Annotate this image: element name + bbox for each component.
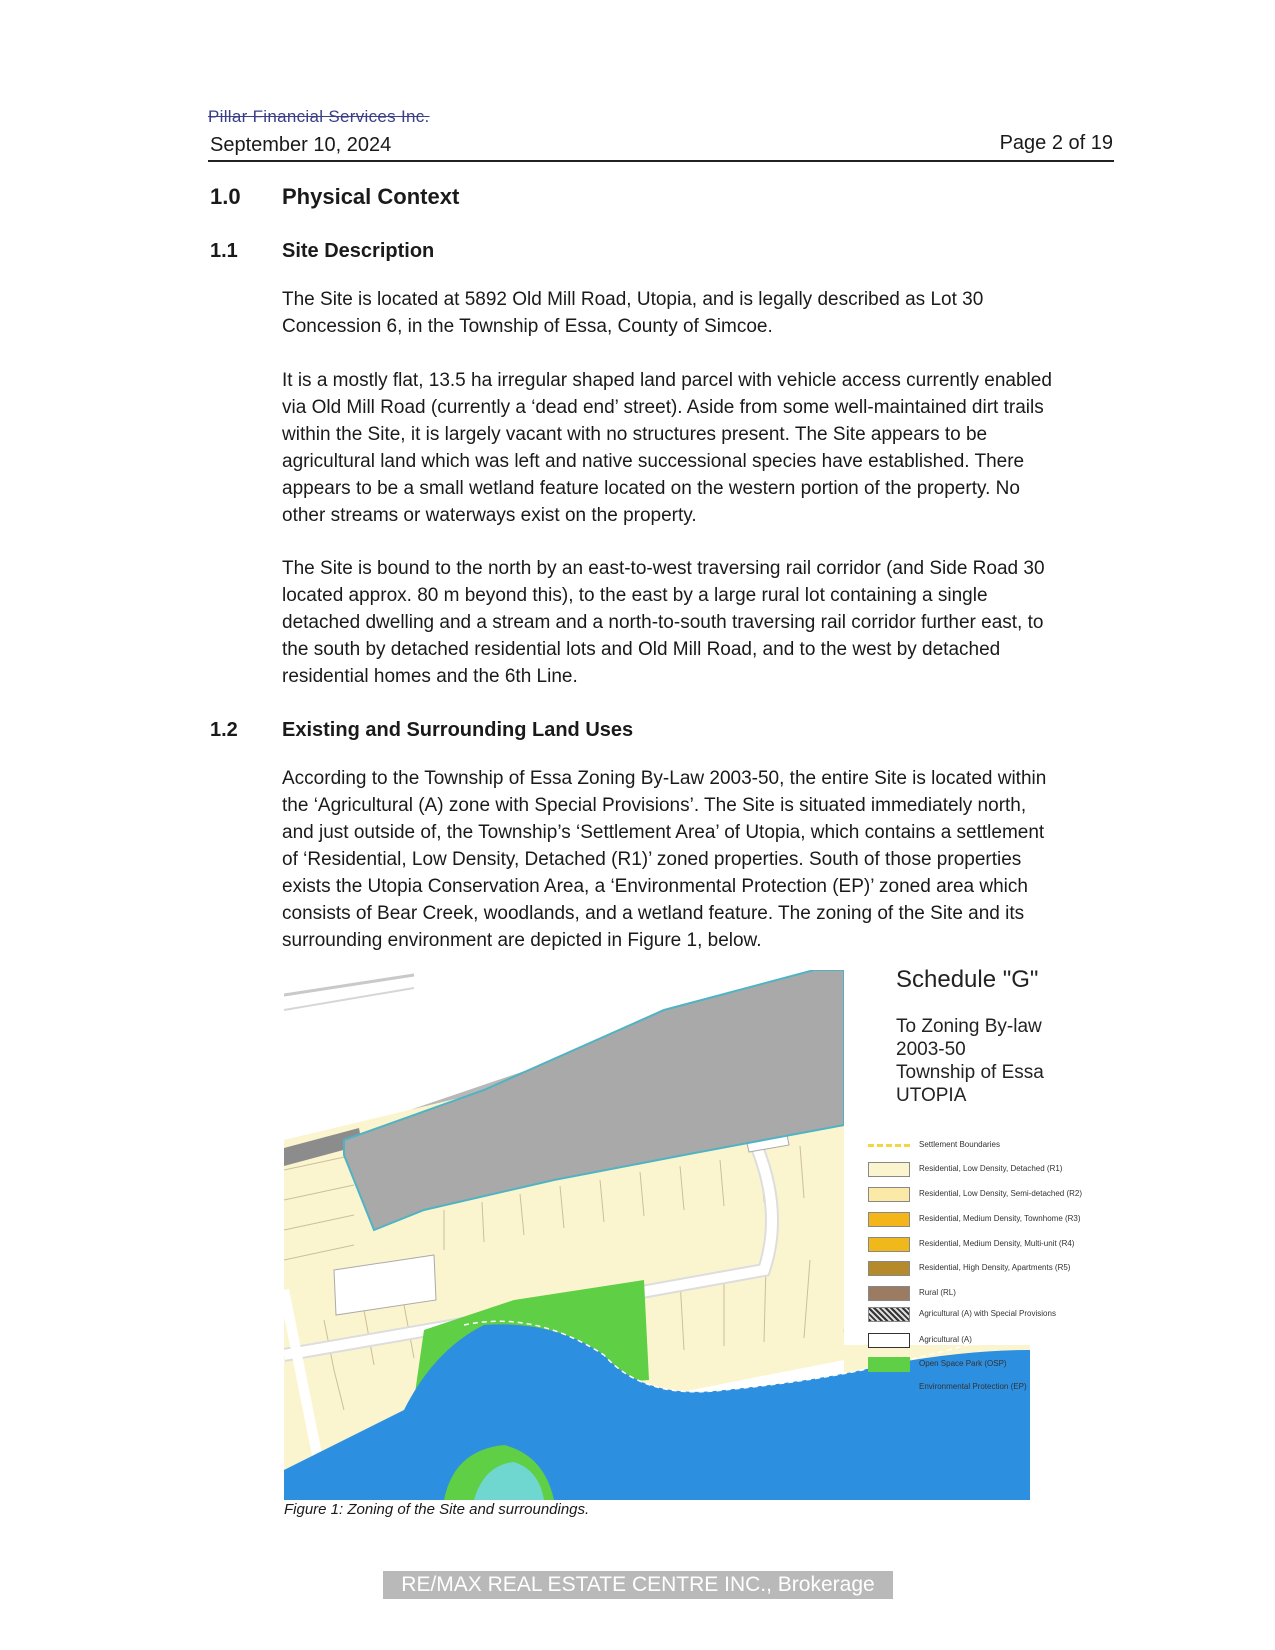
page-number: Page 2 of 19	[999, 132, 1113, 154]
legend-swatch	[868, 1144, 910, 1147]
header-divider	[208, 160, 1114, 162]
legend-label: Agricultural (A) with Special Provisions	[919, 1309, 1056, 1318]
paragraph-site-characteristics: It is a mostly flat, 13.5 ha irregular shaped land parcel with vehicle access currently enabled via Old Mill Road (currently a ‘dead end’ street). Aside from some well-maintained dirt trails within the Site, it is largely vacant with no structures present. The Site appears to be agricultural land which was left and native successional species have established. There appears to be a small wetland feature located on the western portion of the property. No other streams or waterways exist on the property.	[282, 370, 1052, 526]
legend-label: Agricultural (A)	[919, 1335, 972, 1344]
company-name: Pillar Financial Services Inc.	[208, 107, 430, 126]
legend-label: Residential, High Density, Apartments (R5)	[919, 1263, 1071, 1272]
header-date: September 10, 2024	[210, 134, 392, 156]
subsection-title: Site Description	[282, 240, 435, 262]
legend-swatch	[868, 1212, 910, 1227]
legend-swatch	[868, 1286, 910, 1301]
schedule-subtitle-line: UTOPIA	[896, 1085, 967, 1106]
paragraph-site-location: The Site is located at 5892 Old Mill Road, Utopia, and is legally described as Lot 30 Concession 6, in the Township of Essa, County of Simcoe.	[282, 289, 984, 337]
legend-label: Residential, Low Density, Semi-detached (R2)	[919, 1189, 1083, 1198]
schedule-subtitle-line: To Zoning By-law	[896, 1016, 1042, 1037]
schedule-subtitle-line: 2003-50	[896, 1039, 966, 1060]
legend-label: Rural (RL)	[919, 1288, 956, 1297]
legend-swatch	[868, 1187, 910, 1202]
legend-swatch	[868, 1333, 910, 1348]
paragraph-site-boundaries: The Site is bound to the north by an east-to-west traversing rail corridor (and Side Road 30 located approx. 80 m beyond this), to the east by a large rural lot containing a single detached dwelling and a stream and a north-to-south traversing rail corridor further east, to the south by detached residential lots and Old Mill Road, and to the west by detached residential homes and the 6th Line.	[282, 558, 1045, 687]
legend-label: Open Space Park (OSP)	[919, 1359, 1007, 1368]
legend-swatch	[868, 1357, 910, 1372]
legend-label: Residential, Low Density, Detached (R1)	[919, 1164, 1063, 1173]
legend-swatch	[868, 1307, 910, 1322]
legend-swatch	[868, 1380, 910, 1395]
brokerage-watermark: RE/MAX REAL ESTATE CENTRE INC., Brokerage	[383, 1571, 893, 1599]
subsection-number: 1.1	[210, 240, 238, 262]
subsection-title: Existing and Surrounding Land Uses	[282, 719, 634, 741]
schedule-title: Schedule "G"	[896, 966, 1039, 993]
legend-swatch	[868, 1162, 910, 1177]
legend-label: Residential, Medium Density, Multi-unit (R4)	[919, 1239, 1075, 1248]
subsection-number: 1.2	[210, 719, 238, 741]
schedule-subtitle-line: Township of Essa	[896, 1062, 1044, 1083]
legend-swatch	[868, 1237, 910, 1252]
paragraph-zoning: According to the Township of Essa Zoning By-Law 2003-50, the entire Site is located within the ‘Agricultural (A) zone with Special Provisions’. The Site is situated immediately north, and just outside of, the Township’s ‘Settlement Area’ of Utopia, which contains a settlement of ‘Residential, Low Density, Detached (R1)’ zoned properties. South of those properties exists the Utopia Conservation Area, a ‘Environmental Protection (EP)’ zoned area which consists of Bear Creek, woodlands, and a wetland feature. The zoning of the Site and its surrounding environment are depicted in Figure 1, below.	[282, 768, 1047, 951]
section-title: Physical Context	[282, 184, 460, 209]
section-number: 1.0	[210, 184, 241, 209]
legend-label: Residential, Medium Density, Townhome (R3)	[919, 1214, 1081, 1223]
legend-label: Environmental Protection (EP)	[919, 1382, 1027, 1391]
legend-label: Settlement Boundaries	[919, 1140, 1000, 1149]
figure-caption: Figure 1: Zoning of the Site and surroundings.	[284, 1501, 590, 1518]
legend-swatch	[868, 1261, 910, 1276]
